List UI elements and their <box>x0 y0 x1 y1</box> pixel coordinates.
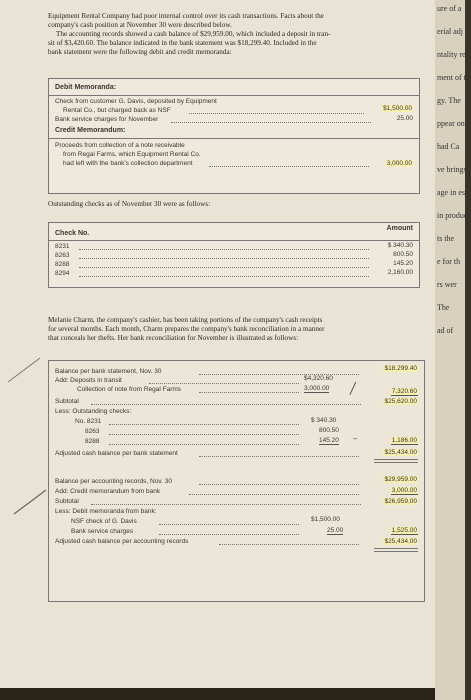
less-total-amount: 1,186.00 <box>391 437 417 444</box>
bank-balance-label: Balance per bank statement, Nov. 30 <box>55 368 162 375</box>
adjacent-page-text-fragment: ment of t <box>437 73 466 82</box>
outstanding-intro: Outstanding checks as of November 30 were as follows: <box>48 200 211 208</box>
subtotal-amount: $25,620.00 <box>384 398 417 405</box>
adjacent-page-text-fragment: ve brings <box>437 165 467 174</box>
story-line: for several months. Each month, Charm prepares the company's bank reconciliation in a manner <box>48 325 325 333</box>
check-amount: 145.20 <box>393 260 413 267</box>
intro-line: bank statement were the following debit and credit memoranda: <box>48 48 232 56</box>
service-charge-label: Bank service charges <box>71 528 134 535</box>
story-line: that conceals her thefts. Her bank reconciliation for November is illustrated as follows: <box>48 334 299 342</box>
outstanding-check-amount: 145.20 <box>319 437 339 444</box>
credit-memo-label: Add: Credit memorandum from bank <box>55 488 161 495</box>
intro-line: sit of $3,420.60. The balance indicated in the bank statement was $18,299.40. Included in the <box>48 39 317 47</box>
desk-shadow <box>0 688 435 700</box>
adjacent-page-text-fragment: ppear on <box>437 119 465 128</box>
debit-item-amount: $1,500.00 <box>383 105 412 112</box>
adjacent-page-text-fragment: erial adj <box>437 27 463 36</box>
adjacent-page-text-fragment: had Ca <box>437 142 460 151</box>
intro-line: The accounting records showed a cash balance of $29,959.00, which included a deposit in tran- <box>56 30 331 38</box>
credit-memo-amount: 3,000.00 <box>391 487 417 494</box>
add-total-amount: 7,320.60 <box>391 388 417 395</box>
check-number: 8288 <box>55 261 70 268</box>
adjusted-bank-label: Adjusted cash balance per bank statement <box>55 450 178 457</box>
check-number: 8263 <box>55 252 70 259</box>
book-subtotal-amount: $26,959.00 <box>384 498 417 505</box>
outstanding-check-amount: 800.50 <box>319 427 339 434</box>
adjacent-page-text-fragment: ntality re <box>437 50 466 59</box>
nsf-amount: $1,500.00 <box>311 516 340 523</box>
collection-label: Collection of note from Regal Farms <box>77 386 182 393</box>
adjacent-page-text-fragment: in produce <box>437 211 471 220</box>
check-number: 8294 <box>55 270 70 277</box>
adjacent-page-text-fragment: ad of <box>437 326 454 335</box>
debit-item-line: Check from customer G. Davis, deposited by Equipment <box>55 98 217 105</box>
deposits-label: Add: Deposits in transit <box>55 377 122 384</box>
less-debit-total-amount: 1,525.00 <box>391 527 417 534</box>
story-line: Melanie Charm, the company's cashier, has been taking portions of the company's cash receipts <box>48 316 323 324</box>
book-balance-amount: $29,959.00 <box>384 476 417 483</box>
check-amount: $ 340.30 <box>387 242 413 249</box>
credit-item-line: from Regal Farms, which Equipment Rental Co. <box>63 151 201 158</box>
bank-balance-amount: $18,299.40 <box>384 365 417 372</box>
book-balance-label: Balance per accounting records, Nov. 30 <box>55 478 172 485</box>
adjacent-page-text-fragment: e for th <box>437 257 461 266</box>
nsf-label: NSF check of G. Davis <box>71 518 137 525</box>
check-amount: 800.50 <box>393 251 413 258</box>
adjusted-bank-amount: $25,434.00 <box>384 449 417 456</box>
intro-line: Equipment Rental Company had poor internal control over its cash transactions. Facts about the <box>48 12 324 20</box>
credit-item-line: had left with the bank's collection department <box>63 160 193 167</box>
adjacent-page-text-fragment: age in es <box>437 188 465 197</box>
book-subtotal-label: Subtotal <box>55 498 79 505</box>
minus-mark: – <box>353 434 358 444</box>
credit-memorandum-title: Credit Memorandum: <box>55 127 126 134</box>
service-charge-amount: 25.00 <box>327 527 344 534</box>
adjacent-page-text-fragment: rs wer <box>437 280 457 289</box>
collection-amount: 3,000.00 <box>304 385 330 392</box>
adjusted-book-amount: $25,434.00 <box>384 538 417 545</box>
adjacent-page-text-fragment: ts the <box>437 234 455 243</box>
amount-header: Amount <box>386 225 413 232</box>
check-amount: 2,160.00 <box>387 269 413 276</box>
outstanding-check-amount: $ 340.30 <box>311 417 337 424</box>
credit-item-line: Proceeds from collection of a note receivable <box>55 142 185 149</box>
adjacent-page-edge <box>435 0 471 700</box>
outstanding-checks-label: Less: Outstanding checks: <box>55 408 132 415</box>
debit-memoranda-title: Debit Memoranda: <box>55 84 117 91</box>
adjacent-page-text-fragment: ure of a <box>437 4 462 13</box>
adjacent-page-text-fragment: gy. The <box>437 96 461 105</box>
outstanding-check-label: No. 8231 <box>75 418 102 425</box>
credit-item-amount: 3,000.00 <box>386 160 412 167</box>
outstanding-check-label: 8263 <box>85 428 100 435</box>
intro-line: company's cash position at November 30 were described below. <box>48 21 232 29</box>
debit-memo-label: Less: Debit memoranda from bank: <box>55 508 157 515</box>
subtotal-label: Subtotal <box>55 398 79 405</box>
adjacent-page-text-fragment: The <box>437 303 450 312</box>
outstanding-check-label: 8288 <box>85 438 100 445</box>
check-number: 8231 <box>55 243 70 250</box>
debit-item-amount: 25.00 <box>396 115 413 122</box>
debit-item-line: Bank service charges for November <box>55 116 159 123</box>
deposits-amount: $4,320.60 <box>304 375 333 382</box>
debit-item-line: Rental Co., but charged back as NSF <box>63 107 171 114</box>
adjusted-book-label: Adjusted cash balance per accounting records <box>55 538 189 545</box>
check-no-header: Check No. <box>55 230 90 237</box>
